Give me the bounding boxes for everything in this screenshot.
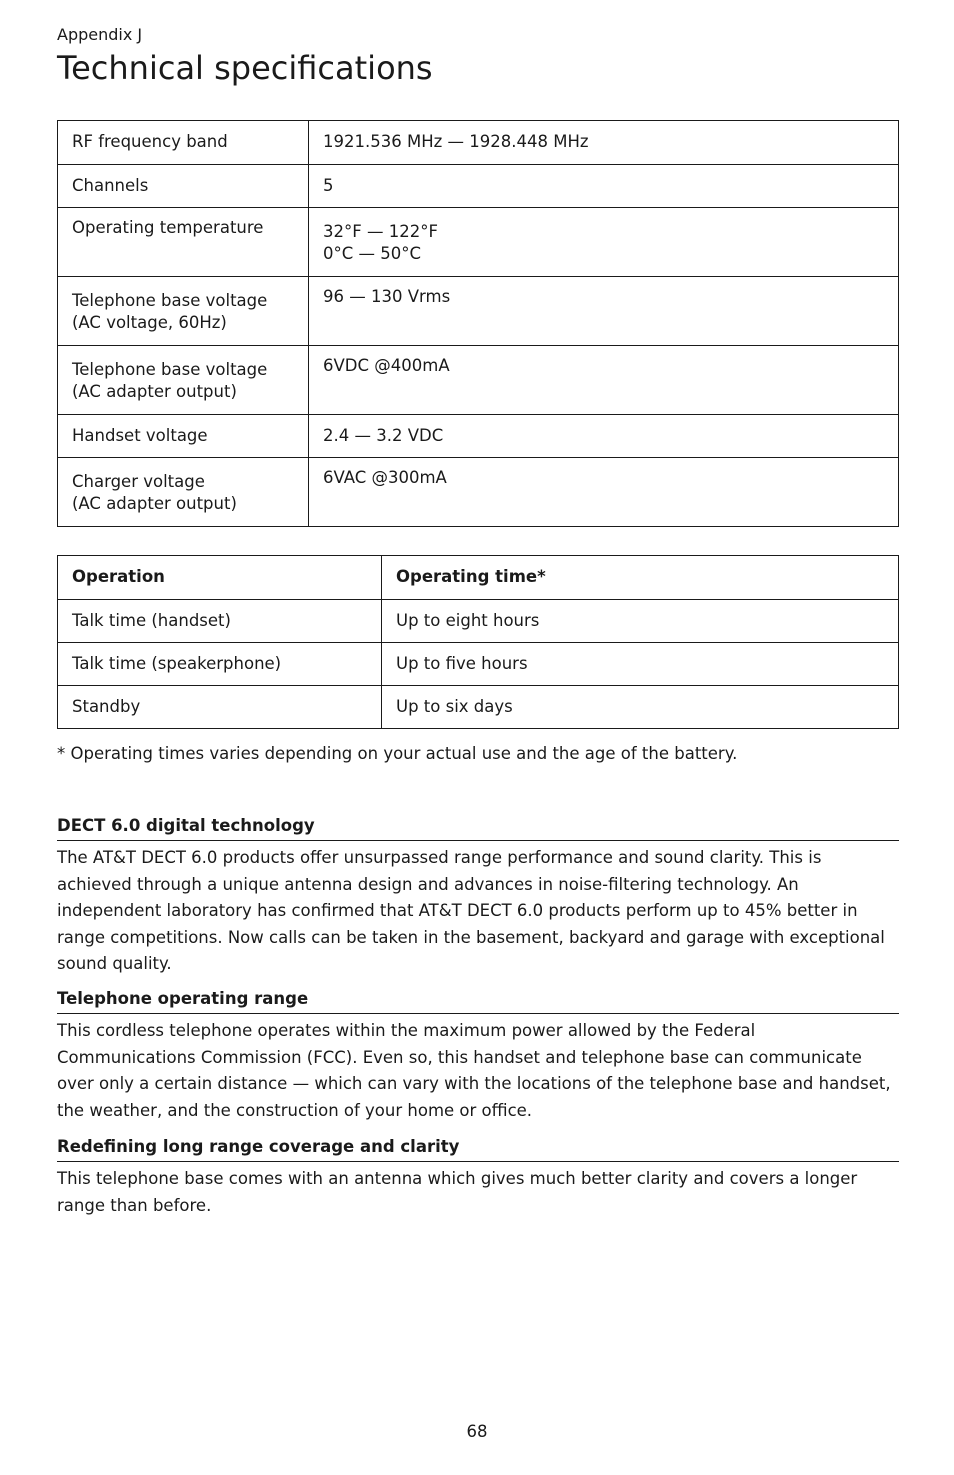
footnote: * Operating times varies depending on your actual use and the age of the battery. — [57, 744, 738, 763]
table-cell: Standby — [58, 686, 382, 729]
column-header-operating-time: Operating time* — [382, 556, 899, 600]
section-body: This telephone base comes with an antenna which gives much better clarity and covers a longer range than before. — [57, 1169, 858, 1215]
table-row — [58, 458, 899, 527]
table-row — [58, 346, 899, 415]
spec-value: 6VAC @300mA — [309, 458, 899, 527]
spec-label: RF frequency band — [58, 121, 309, 165]
table-row — [58, 121, 899, 165]
spec-label: Telephone base voltage (AC voltage, 60Hz) — [58, 277, 309, 346]
spec-value: 5 — [309, 165, 899, 208]
spec-label: Handset voltage — [58, 415, 309, 458]
spec-value: 1921.536 MHz — 1928.448 MHz — [309, 121, 899, 165]
section-heading: Telephone operating range — [57, 988, 899, 1014]
table-row — [58, 165, 899, 208]
spec-label: Charger voltage (AC adapter output) — [58, 458, 309, 527]
table-row — [58, 600, 899, 643]
section-heading: DECT 6.0 digital technology — [57, 815, 899, 841]
column-header-operation: Operation — [58, 556, 382, 600]
spec-value: 96 — 130 Vrms — [309, 277, 899, 346]
table-cell: Talk time (handset) — [58, 600, 382, 643]
table-row — [58, 208, 899, 277]
spec-value: 6VDC @400mA — [309, 346, 899, 415]
section-dect — [57, 815, 899, 978]
spec-label: Operating temperature — [58, 208, 309, 277]
section-body: This cordless telephone operates within the maximum power allowed by the Federal Communications Commission (FCC). Even so, this handset and telephone base can communicate over only a certain distance — which can vary with the locations of the telephone base and handset, the weather, and the construction of your home or office. — [57, 1021, 891, 1120]
table-cell: Talk time (speakerphone) — [58, 643, 382, 686]
page-number: 68 — [466, 1422, 488, 1441]
spec-value: 32°F — 122°F 0°C — 50°C — [309, 208, 899, 277]
appendix-label: Appendix J — [57, 25, 143, 44]
section-long-range — [57, 1136, 899, 1219]
section-body: The AT&T DECT 6.0 products offer unsurpassed range performance and sound clarity. This is achieved through a unique antenna design and advances in noise-filtering technology. An independent laboratory has confirmed that AT&T DECT 6.0 products perform up to 45% better in range competitions. Now calls can be taken in the basement, backyard and garage with exceptional sound quality. — [57, 848, 885, 973]
section-operating-range — [57, 988, 899, 1124]
page-title: Technical specifications — [57, 49, 433, 87]
table-row — [58, 686, 899, 729]
table-cell: Up to five hours — [382, 643, 899, 686]
spec-table — [57, 120, 899, 527]
table-row — [58, 415, 899, 458]
table-cell: Up to six days — [382, 686, 899, 729]
table-row — [58, 643, 899, 686]
section-heading: Redefining long range coverage and clarity — [57, 1136, 899, 1162]
spec-value: 2.4 — 3.2 VDC — [309, 415, 899, 458]
table-row — [58, 277, 899, 346]
table-header-row — [58, 556, 899, 600]
spec-label: Channels — [58, 165, 309, 208]
table-cell: Up to eight hours — [382, 600, 899, 643]
spec-label: Telephone base voltage (AC adapter output) — [58, 346, 309, 415]
operating-time-table — [57, 555, 899, 729]
